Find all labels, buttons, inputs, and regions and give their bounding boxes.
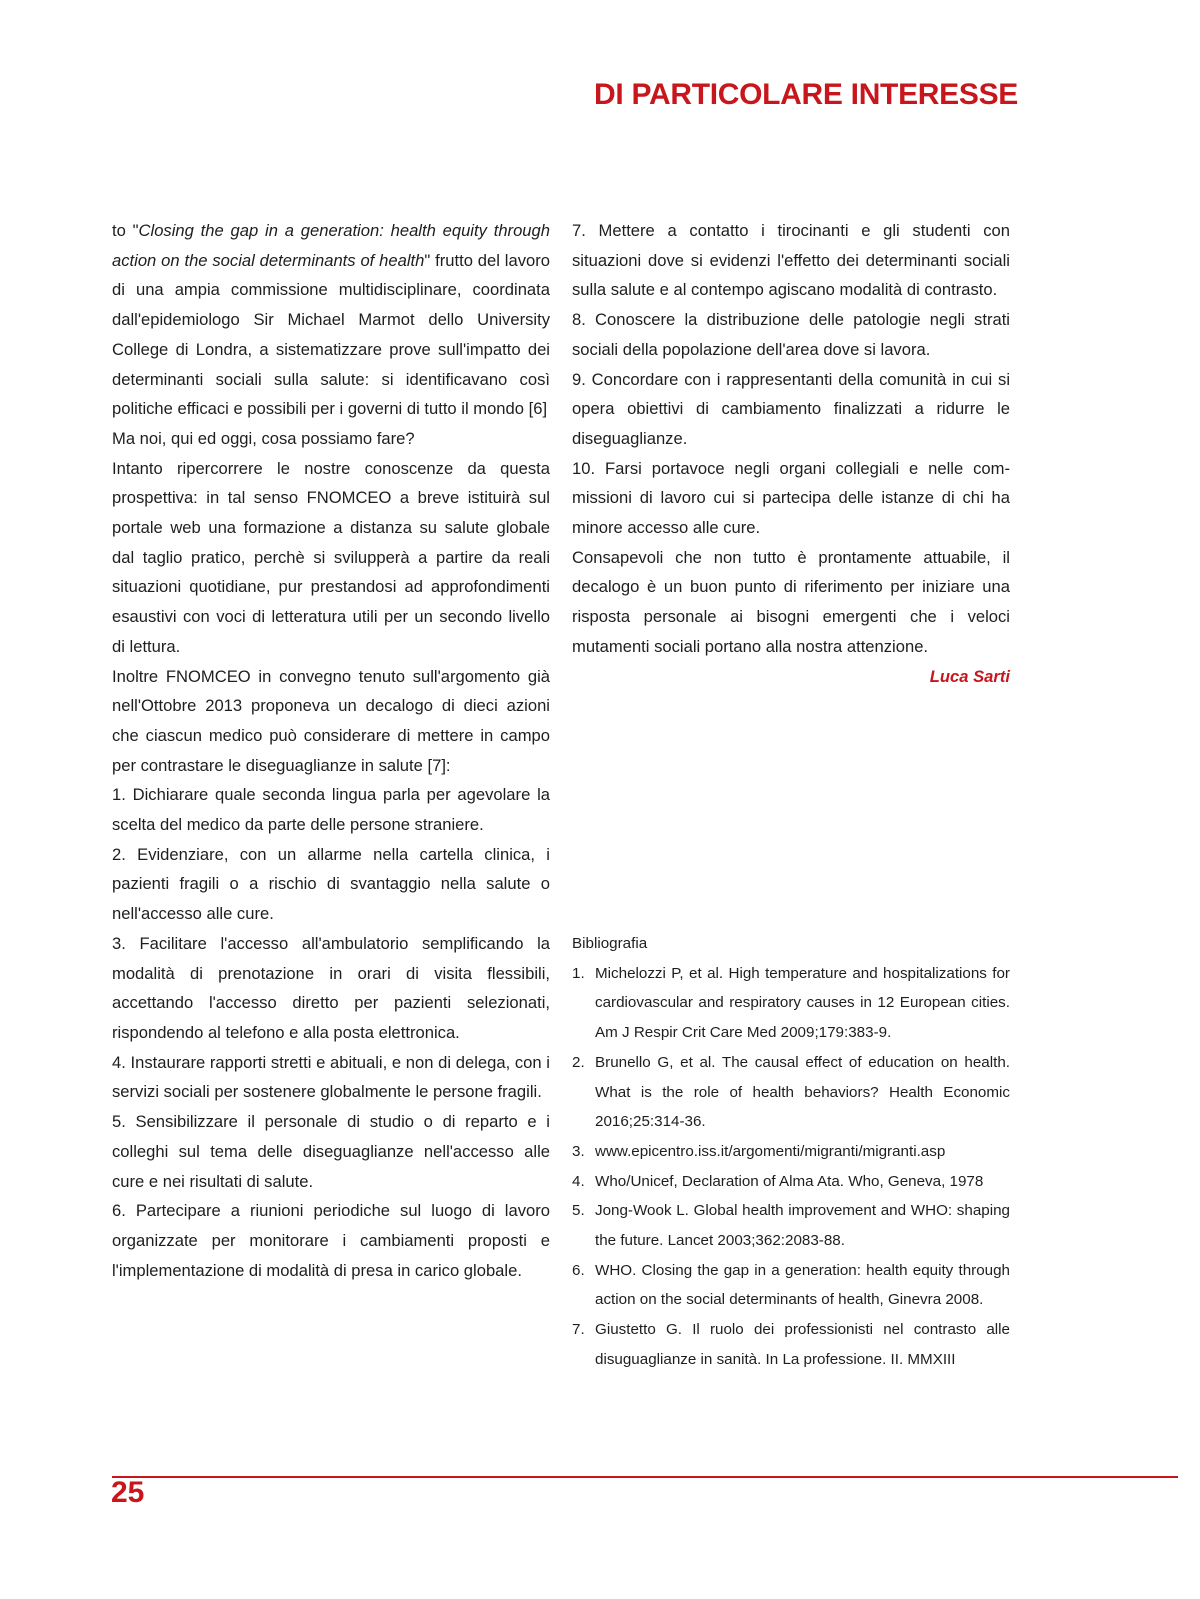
body-paragraph: Inoltre FNOMCEO in convegno tenuto sull'argomento già nell'Ottobre 2013 proponeva un decalogo di dieci azioni che ciascun medico può considerare di mettere in campo per contrastare le diseguaglianze in salute [7]: [112, 666, 550, 775]
intro-prefix: to " [112, 221, 139, 240]
decalogue-item-6: 6. Partecipare a riunioni periodiche sul luogo di lavoro organizzate per monitorare i cambiamenti proposti e l'implementazione di modalità di presa in carico globale. [112, 1201, 550, 1280]
bibliography-list [572, 959, 1010, 1375]
section-title: DI PARTICOLARE INTERESSE [594, 78, 1018, 111]
bibliography-text: Brunello G, et al. The causal effect of education on health. What is the role of health behaviors? Health Economic 2016;25:314-36. [595, 1053, 1010, 1131]
bibliography-number: 3. [572, 1142, 585, 1160]
intro-paragraph [112, 216, 550, 424]
page-number: 25 [111, 1476, 145, 1509]
left-column [112, 216, 550, 1285]
decalogue-item-4: 4. Instaurare rapporti stretti e abituali, e non di delega, con i servizi sociali per sostenere globalmente le persone fragili. [112, 1052, 550, 1102]
bibliography-text: Who/Unicef, Declaration of Alma Ata. Who, Geneva, 1978 [595, 1172, 984, 1190]
bibliography-item [572, 1256, 1010, 1315]
closing-paragraph: Consapevoli che non tutto è prontamente attuabile, il decalogo è un buon punto di riferimento per iniziare una risposta personale ai bisogni emergenti che i veloci mutamenti sociali portano alla nostra attenzione. [572, 547, 1010, 656]
body-paragraph: Intanto ripercorrere le nostre conoscenze da questa prospettiva: in tal senso FNOMCEO a breve istituirà sul portale web una formazione a distanza su salute globale dal taglio pratico, perchè si svilupperà a partire da reali situazioni quotidiane, pur prestandosi ad approfondimenti esaustivi con voci di letteratura utili per un secondo livello di lettura. [112, 458, 550, 656]
decalogue-item-10: 10. Farsi portavoce negli organi collegiali e nelle commissioni di lavoro cui si partecipa delle istanze di chi ha minore accesso alle cure. [572, 458, 1010, 538]
decalogue-item-2: 2. Evidenziare, con un allarme nella cartella clinica, i pazienti fragili o a rischio di svantaggio nella salute o nell'accesso alle cure. [112, 844, 550, 924]
bibliography-item [572, 1196, 1010, 1255]
bibliography-text: Michelozzi P, et al. High temperature and hospitalizations for cardiovascular and respiratory causes in 12 European cities. Am J Respir Crit Care Med 2009;179:383-9. [595, 964, 1010, 1042]
bibliography-heading: Bibliografia [572, 935, 648, 952]
bibliography-number: 6. [572, 1261, 585, 1279]
intro-suffix: " frutto del lavoro di una ampia commissione multidisciplinare, coordinata dall'epidemiologo Sir Michael Marmot dello University College di Londra, a sistematizzare prove sull'impatto dei determinanti sociali sulla salute: si identificavano così politiche efficaci e possibili per i governi di tutto il mondo [6] [112, 250, 550, 419]
bibliography-text: www.epicentro.iss.it/argomenti/migranti/migranti.asp [595, 1142, 946, 1160]
bibliography-item [572, 1315, 1010, 1374]
bibliography-number: 1. [572, 964, 585, 982]
bibliography-text: WHO. Closing the gap in a generation: health equity through action on the social determinants of health, Ginevra 2008. [595, 1261, 1010, 1309]
right-column [572, 216, 1010, 691]
report-title: Closing the gap in a generation: health equity through action on the social determinants of health [112, 221, 550, 270]
author-signature: Luca Sarti [929, 666, 1010, 686]
decalogue-item-8: 8. Conoscere la distribuzione delle patologie negli strati sociali della popolazione dell'area dove si lavora. [572, 310, 1010, 359]
footer-rule [112, 1476, 1178, 1478]
bibliography [572, 929, 1010, 1375]
bibliography-item [572, 959, 1010, 1048]
body-paragraph: Ma noi, qui ed oggi, cosa possiamo fare? [112, 428, 415, 448]
bibliography-text: Jong-Wook L. Global health improvement and WHO: shaping the future. Lancet 2003;362:2083-88. [595, 1202, 1010, 1250]
bibliography-item [572, 1137, 1010, 1167]
bibliography-item [572, 1167, 1010, 1197]
bibliography-number: 5. [572, 1202, 585, 1220]
decalogue-item-3: 3. Facilitare l'accesso all'ambulatorio semplificando la modalità di prenotazione in orari di visita flessibili, accettando l'accesso diretto per pazienti selezionati, rispondendo al telefono e alla posta elettronica. [112, 933, 550, 1042]
decalogue-item-1: 1. Dichiarare quale seconda lingua parla per agevolare la scelta del medico da parte delle persone straniere. [112, 785, 550, 835]
bibliography-item [572, 1048, 1010, 1137]
decalogue-item-5: 5. Sensibilizzare il personale di studio o di reparto e i colleghi sul tema delle diseguaglianze nell'accesso alle cure e nei risultati di salute. [112, 1112, 550, 1191]
bibliography-number: 2. [572, 1053, 585, 1071]
decalogue-item-7: 7. Mettere a contatto i tirocinanti e gli studenti con situazioni dove si evidenzi l'effetto dei determinanti sociali sulla salute e al contempo agiscano modalità di contrasto. [572, 221, 1010, 300]
bibliography-number: 7. [572, 1321, 585, 1339]
bibliography-number: 4. [572, 1172, 585, 1190]
decalogue-item-9: 9. Concordare con i rappresentanti della comunità in cui si opera obiettivi di cambiamento finalizzati a ridurre le diseguaglianze. [572, 369, 1010, 448]
bibliography-text: Giustetto G. Il ruolo dei professionisti nel contrasto alle disuguaglianze in sanità. In La professione. II. MMXIII [595, 1321, 1010, 1368]
